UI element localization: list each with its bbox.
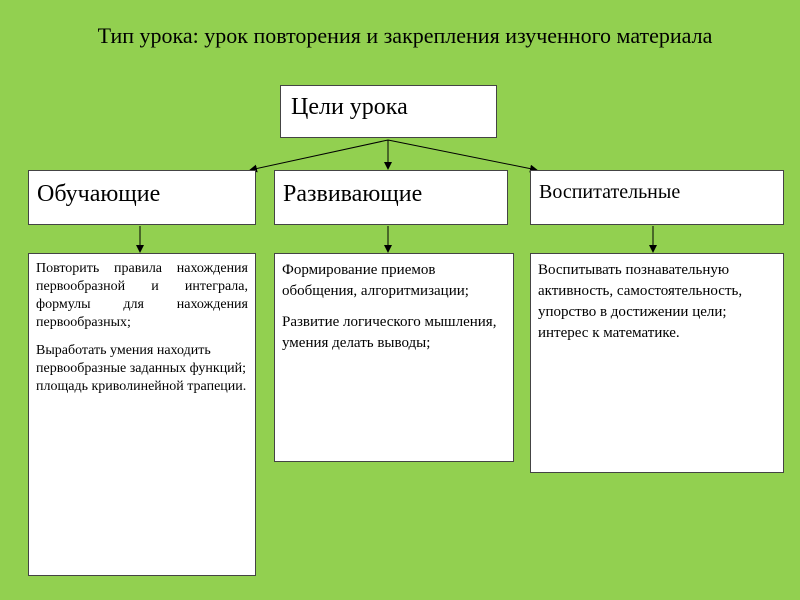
educational-goals-detail [530,253,784,473]
lesson-goals-label: Цели урока [291,94,408,120]
learning-goals-label: Обучающие [37,181,161,207]
lesson-type-title: Тип урока: урок повторения и закрепления изученного материала [97,23,713,48]
connector-root-to-learning [250,140,388,170]
developing-goals-box [274,170,508,225]
developing-goal-2: Развитие логического мышления, умения делать выводы; [282,314,497,351]
developing-goals-detail [274,253,514,462]
educational-goal-1: Воспитывать познавательную активность, самостоятельность, упорство в достижении цели; интерес к математике. [538,262,743,341]
learning-goal-1: Повторить правила нахождения первообразной и интеграла, формулы для нахождения первообразных; [36,261,248,330]
developing-goals-label: Развивающие [283,181,423,207]
educational-goals-box [530,170,784,225]
lesson-goals-box [280,85,497,138]
developing-goal-1: Формирование приемов обобщения, алгоритмизации; [282,262,469,299]
learning-goal-2: Выработать умения находить первообразные заданных функций; площадь криволинейной трапеции. [36,343,247,394]
learning-goals-box [28,170,256,225]
educational-goals-label: Воспитательные [539,181,681,203]
learning-goals-detail [28,253,256,576]
connector-root-to-educational [388,140,537,170]
